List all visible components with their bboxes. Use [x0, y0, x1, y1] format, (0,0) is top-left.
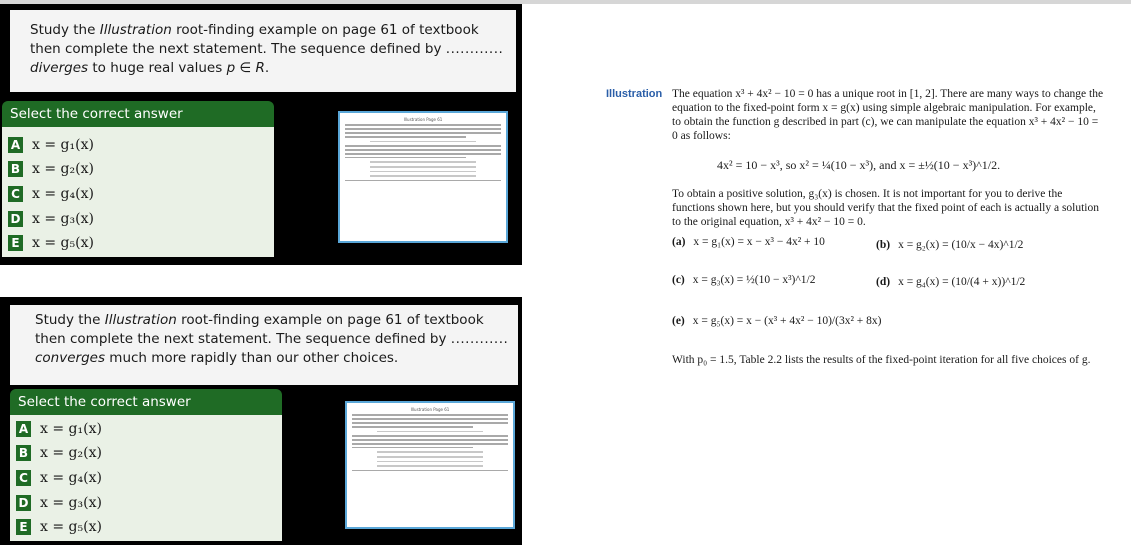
answer-options [10, 415, 282, 541]
function-e: (e) x = g₅(x) = x − (x³ + 4x² − 10)/(3x² + 8x) [672, 315, 882, 327]
function-b: (b) x = g₂(x) = (10/x − 4x)^1/2 [876, 239, 1024, 251]
thumbnail-heading: Illustration Page 61 [403, 117, 443, 122]
answer-header: Select the correct answer [10, 389, 282, 415]
textbook-page [600, 84, 1105, 384]
option-e[interactable]: E x = g₅(x) [8, 231, 94, 255]
function-a: (a) x = g₁(x) = x − x³ − 4x² + 10 [672, 236, 825, 248]
slide-gap [0, 265, 522, 297]
option-b[interactable]: B x = g₂(x) [16, 441, 102, 465]
thumbnail-heading: Illustration Page 61 [410, 407, 450, 412]
option-c[interactable]: C x = g₄(x) [8, 182, 94, 206]
option-e[interactable]: E x = g₅(x) [16, 515, 102, 539]
option-d[interactable]: D x = g₃(x) [8, 207, 94, 231]
paragraph-table-ref: With p₀ = 1.5, Table 2.2 lists the results of the fixed-point iteration for all five choices of g. [672, 354, 1091, 366]
paragraph-intro: The equation x³ + 4x² − 10 = 0 has a unique root in [1, 2]. There are many ways to change the equation to the fixed-point form x = g(x) using simple algebraic manipulation. For example, to obtain the function g described in part (c), we can manipulate the equation x³ + 4x² − 10 = 0 as follows: [672, 88, 1104, 142]
textbook-thumbnail [338, 111, 508, 243]
function-d: (d) x = g₄(x) = (10/(4 + x))^1/2 [876, 276, 1026, 288]
illustration-label: Illustration [606, 88, 663, 100]
textbook-thumbnail [345, 401, 515, 529]
option-d[interactable]: D x = g₃(x) [16, 491, 102, 515]
option-a[interactable]: A x = g₁(x) [8, 133, 94, 157]
question-text: Study the Illustration root-finding example on page 61 of textbook then complete the next statement. The sequence defined by ............ diverges to huge real values p ∈ R. [10, 10, 516, 92]
quiz-slide-1 [0, 4, 522, 265]
function-c: (c) x = g₃(x) = ½(10 − x³)^1/2 [672, 274, 816, 286]
quiz-slide-2 [0, 297, 522, 545]
question-text: Study the Illustration root-finding example on page 61 of textbook then complete the next statement. The sequence defined by ............ converges much more rapidly than our other choices. [10, 305, 518, 385]
option-b[interactable]: B x = g₂(x) [8, 157, 94, 181]
answer-options [2, 127, 274, 257]
paragraph-positive-solution: To obtain a positive solution, g₃(x) is chosen. It is not important for you to derive the functions shown here, but you should verify that the fixed point of each is actually a solution to the original equation, x³ + 4x² − 10 = 0. [672, 188, 1100, 228]
manipulation-equation: 4x² = 10 − x³, so x² = ¼(10 − x³), and x = ±½(10 − x³)^1/2. [717, 158, 1001, 172]
option-c[interactable]: C x = g₄(x) [16, 466, 102, 490]
option-a[interactable]: A x = g₁(x) [16, 417, 102, 441]
answer-header: Select the correct answer [2, 101, 274, 127]
